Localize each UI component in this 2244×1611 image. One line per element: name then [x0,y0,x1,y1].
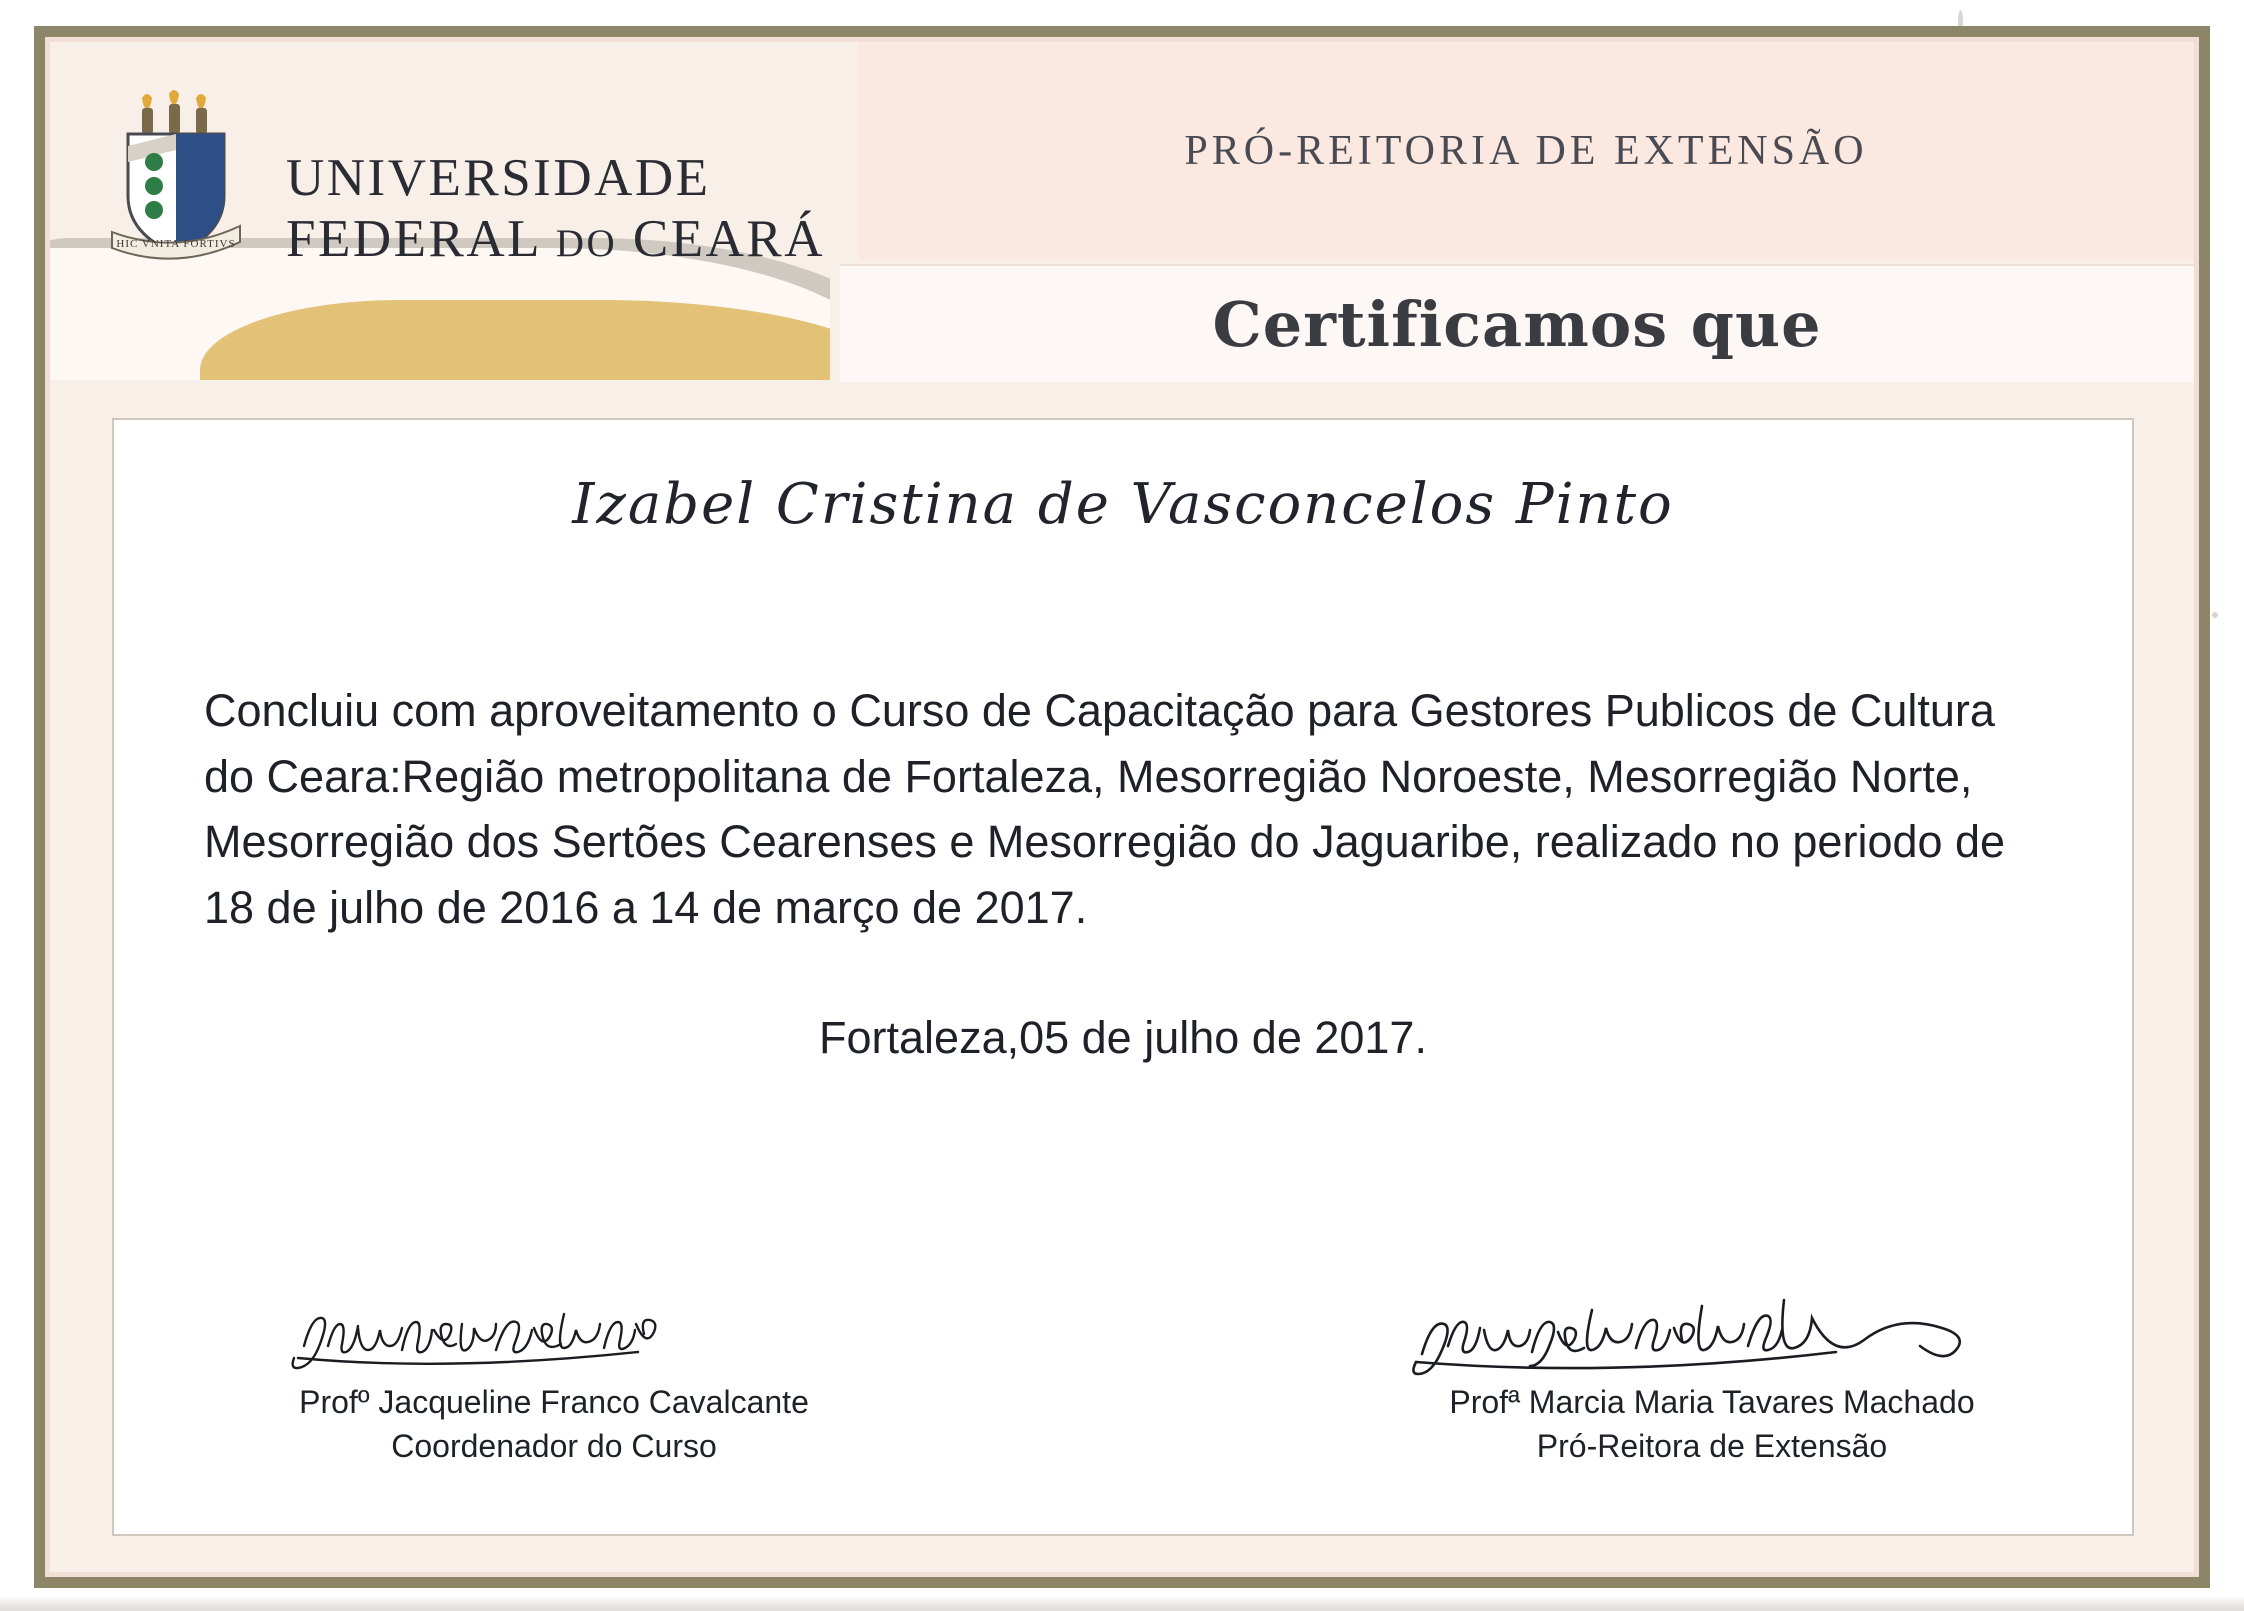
scan-edge-shadow [0,1595,2244,1611]
statement-title: Certificamos que [1212,287,1822,361]
handwritten-signature-icon [1402,1284,2022,1380]
signature-block-dean [1402,1284,2022,1468]
institution-name-line1: UNIVERSIDADE [286,149,711,207]
signer-role: Coordenador do Curso [391,1427,717,1464]
recipient-name: Izabel Cristina de Vasconcelos Pinto [572,472,1674,537]
institution-name [286,148,825,271]
department-title: PRÓ-REITORIA DE EXTENSÃO [1184,128,1868,174]
svg-text:HIC VNITA FORTIVS: HIC VNITA FORTIVS [116,238,236,250]
department-band [858,42,2194,260]
place-and-date: Fortaleza,05 de julho de 2017. [819,1012,1427,1063]
signer-name: Profº Jacqueline Franco Cavalcante [299,1383,809,1420]
header-swoosh-gold [200,300,830,380]
ufc-crest-icon [106,90,246,268]
signer-name: Profª Marcia Maria Tavares Machado [1449,1383,1975,1420]
header-branding [50,42,830,380]
institution-name-do: DO [555,222,618,266]
statement-band [840,264,2194,382]
signer-role: Pró-Reitora de Extensão [1536,1427,1888,1464]
institution-name-federal: FEDERAL [286,210,541,269]
certificate-body [112,418,2134,1536]
certificate-card [34,26,2210,1588]
certificate-header [50,42,2194,380]
scan-speckle [2212,612,2218,618]
signature-block-coordinator [244,1284,864,1468]
institution-name-ceara: CEARÁ [632,210,826,269]
handwritten-signature-icon [244,1284,864,1380]
header-titles [840,42,2194,380]
certificate-paragraph: Concluiu com aproveitamento o Curso de Capacitação para Gestores Publicos de Cultura do Ceara:Região metropolitana de Fortaleza, Mesorregião Noroeste, Mesorregião Norte, Mesorregião dos Sertões Cearenses e Mesorregião do Jaguaribe, realizado no periodo de 18 de julho de 2016 a 14 de março de 2017. [204,685,2006,934]
institution-name-line2 [286,209,825,270]
